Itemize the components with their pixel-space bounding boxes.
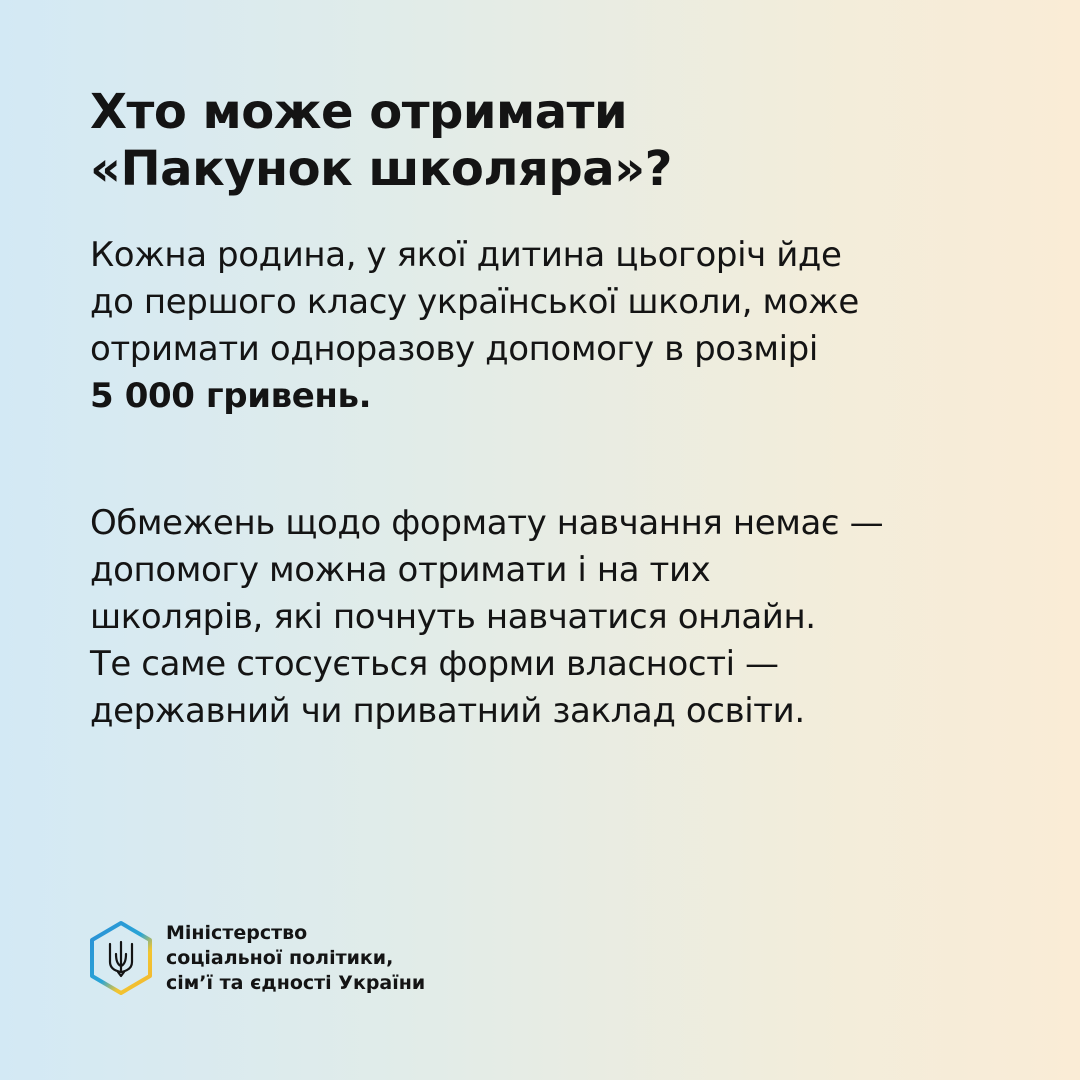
paragraph-line: Кожна родина, у якої дитина цьогоріч йде: [90, 235, 842, 275]
paragraph-line: до першого класу української школи, може: [90, 282, 859, 322]
title-line-2: «Пакунок школяра»?: [90, 141, 672, 197]
paragraph-line: школярів, які почнуть навчатися онлайн.: [90, 597, 816, 637]
page-title: [90, 84, 990, 198]
format-restrictions-paragraph: [90, 500, 1020, 735]
ministry-name: [166, 921, 425, 996]
eligibility-paragraph: [90, 232, 1020, 420]
paragraph-line: отримати одноразову допомогу в розмірі: [90, 329, 818, 369]
title-line-1: Хто може отримати: [90, 84, 628, 140]
ministry-name-line: Міністерство: [166, 921, 308, 944]
ministry-name-line: сім’ї та єдності України: [166, 971, 426, 994]
ministry-name-line: соціальної політики,: [166, 946, 394, 969]
paragraph-line: державний чи приватний заклад освіти.: [90, 691, 805, 731]
paragraph-line: Обмежень щодо формату навчання немає —: [90, 503, 884, 543]
trident-hexagon-icon: [88, 920, 154, 996]
amount-text: 5 000 гривень.: [90, 376, 372, 416]
paragraph-line: Те саме стосується форми власності —: [90, 644, 779, 684]
ministry-footer: [88, 920, 425, 996]
paragraph-line: допомогу можна отримати і на тих: [90, 550, 711, 590]
